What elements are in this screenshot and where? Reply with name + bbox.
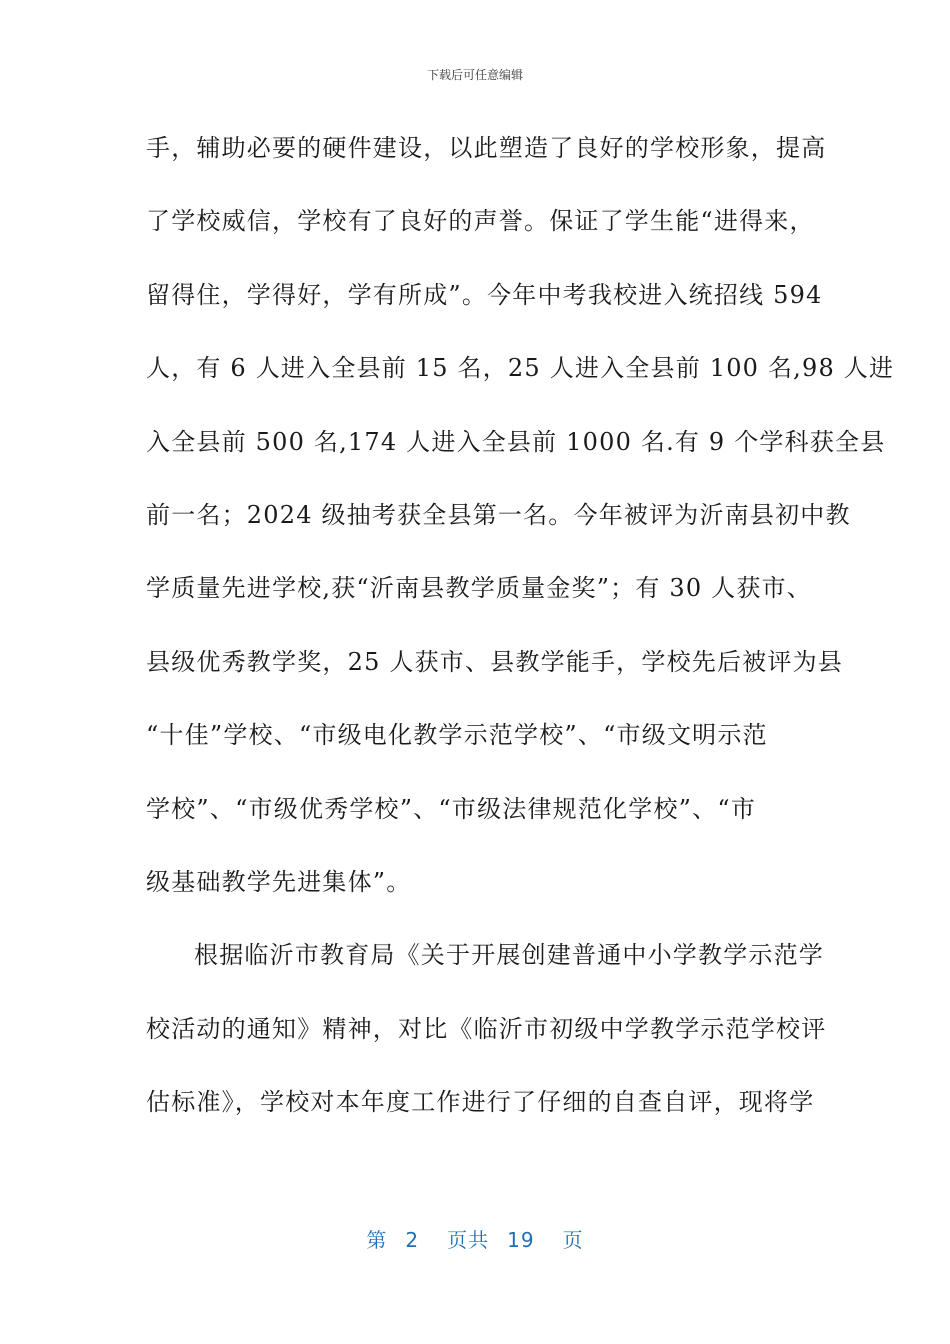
current-page-number: 2 xyxy=(405,1228,420,1252)
header-note: 下载后可任意编辑 xyxy=(426,68,523,82)
body-line: “十佳”学校、“市级电化教学示范学校”、“市级文明示范 xyxy=(146,721,768,750)
body-line: 估标准》，学校对本年度工作进行了仔细的自查自评，现将学 xyxy=(146,1088,815,1117)
body-line: 了学校威信，学校有了良好的声誉。保证了学生能“进得来， xyxy=(146,207,815,236)
body-line: 校活动的通知》精神，对比《临沂市初级中学教学示范学校评 xyxy=(146,1014,827,1043)
page-prefix: 第 xyxy=(366,1228,388,1252)
page-mid: 页共 xyxy=(447,1228,490,1252)
body-line: 学校”、“市级优秀学校”、“市级法律规范化学校”、“市 xyxy=(146,794,757,823)
body-line: 县级优秀教学奖，25 人获市、县教学能手，学校先后被评为县 xyxy=(146,647,843,676)
body-line: 级基础教学先进集体”。 xyxy=(146,867,412,896)
body-line: 入全县前 500 名,174 人进入全县前 1000 名.有 9 个学科获全县 xyxy=(146,427,886,456)
page-footer xyxy=(0,1224,950,1253)
body-line: 人，有 6 人进入全县前 15 名，25 人进入全县前 100 名,98 人进 xyxy=(146,354,895,383)
document-body xyxy=(146,112,895,1139)
body-line: 留得住，学得好，学有所成”。今年中考我校进入统招线 594 xyxy=(146,280,823,309)
body-line: 根据临沂市教育局《关于开展创建普通中小学教学示范学 xyxy=(194,941,824,970)
body-line: 手，辅助必要的硬件建设，以此塑造了良好的学校形象，提高 xyxy=(146,134,827,162)
page-suffix: 页 xyxy=(562,1228,584,1252)
body-line: 学质量先进学校,获“沂南县教学质量金奖”；有 30 人获市、 xyxy=(146,574,812,603)
body-line: 前一名；2024 级抽考获全县第一名。今年被评为沂南县初中教 xyxy=(146,500,851,529)
total-pages-number: 19 xyxy=(507,1228,535,1252)
